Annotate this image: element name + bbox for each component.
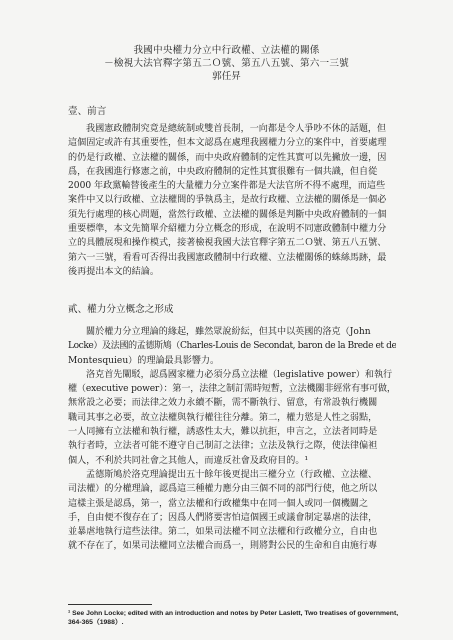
text-line: Locke）及法國的孟德斯鳩（Charles-Louis de Secondat, baron de la Brede et de [68, 341, 396, 352]
text-line: 並暴虐地執行這些法律。第二，如果司法權不同立法權和行政權分立，自由也 [68, 527, 378, 538]
footnote-line: ¹ See John Locke; edited with an introduction and notes by Peter Laslett, Two treatises of government, [68, 610, 399, 617]
title-block [0, 44, 453, 83]
text-line: 的仍是行政權、立法權的關係，而中央政府體制的定性其實可以先撇放一邊，因 [68, 152, 387, 163]
text-line: 關於權力分立理論的緣起，雖然眾說紛紜，但其中以英國的洛克（John [86, 327, 371, 337]
text-line: 2000 年政黨輪替後產生的大量權力分立案件都是大法官所不得不處理，而這些 [68, 181, 386, 192]
text-line: 我國憲政體制究竟是總統制或雙首長制，一向都是令人爭吵不休的話題，但 [86, 124, 387, 134]
text-line: Montesquieu）的理論最具影響力。 [68, 355, 220, 366]
section-preface-body [68, 122, 396, 279]
text-line: 一人同擁有立法權和執行權，誘惑性太大，難以抗拒，申言之，立法者同時是 [68, 427, 378, 438]
text-line: 第六一三號，看看可否得出我國憲政體制中行政權、立法權關係的蛛絲馬跡，最 [68, 252, 387, 263]
footnote [68, 609, 398, 628]
text-line: 重要標準，本文先簡單介紹權力分立概念的形成，在說明不同憲政體制中權力分 [68, 224, 387, 235]
text-line: 案件中又以行政權、立法權間的爭執爲主，是故行政權、立法權的關係是一個必 [68, 195, 387, 206]
section-separation-body [68, 325, 396, 554]
text-line: 職司其事之必要，故立法權與執行權往往分離。第二，權力慾是人性之弱點， [68, 412, 378, 423]
text-line: 孟德斯鳩於洛克理論提出五十餘年後更提出三權分立（行政權、立法權、 [86, 469, 378, 480]
footnote-divider [68, 604, 152, 605]
text-line: 這個固定或許有其重要性，但本文認爲在處理我國權力分立的案件中，首要處理 [68, 138, 387, 149]
document-title: 我國中央權力分立中行政權、立法權的關係 [133, 45, 320, 56]
text-line: 權（executive power）：第一，法律之制訂需時短暫，立法機關非經常有事可做， [68, 384, 396, 395]
text-line: 司法權）的分權理論，認爲這三種權力應分由三個不同的部門行使，他之所以 [68, 484, 378, 495]
text-line: 爲，在我國進行修憲之前，中央政府體制的定性其實很難有一個共識，但自從 [68, 166, 378, 177]
section-heading-separation-of-powers: 貳、權力分立概念之形成 [68, 304, 174, 315]
text-line: 後再提出本文的結論。 [68, 266, 159, 277]
text-line: 個人，不利於共同社會之其他人，而違反社會及政府目的。¹ [68, 455, 309, 466]
text-line: 執行者時，立法者可能不遵守自己制訂之法律；立法及執行之際，使法律偏袒 [68, 441, 378, 452]
text-line: 就不存在了，如果司法權同立法權合而爲一，則將對公民的生命和自由施行專 [68, 541, 378, 552]
text-line: 無常設之必要；而法律之效力永續不斷，需不斷執行、留意，有常設執行機關 [68, 398, 378, 409]
text-line: 立的具體展現和操作模式，接著檢視我國大法官釋字第五二Ｏ號、第五八五號、 [68, 238, 387, 249]
author-name: 郭任昇 [212, 71, 241, 82]
text-line: 手，自由便不復存在了；因爲人們將要害怕這個國王或議會制定暴虐的法律， [68, 512, 378, 523]
text-line: 洛克首先闡駁，認爲國家權力必須分爲立法權（legislative power）和執行 [86, 369, 393, 380]
text-line: 這樣主張是認爲，第一，當立法權和行政權集中在同一個人或同一個機關之 [68, 498, 369, 509]
text-line: 須先行處理的核心問題，當然行政權、立法權的關係是判斷中央政府體制的一個 [68, 209, 387, 220]
document-subtitle: －檢視大法官釋字第五二Ｏ號、第五八五號、第六一三號 [104, 58, 349, 69]
section-heading-preface: 壹、前言 [68, 106, 107, 117]
footnote-line: 364-365（1988）. [68, 619, 124, 627]
